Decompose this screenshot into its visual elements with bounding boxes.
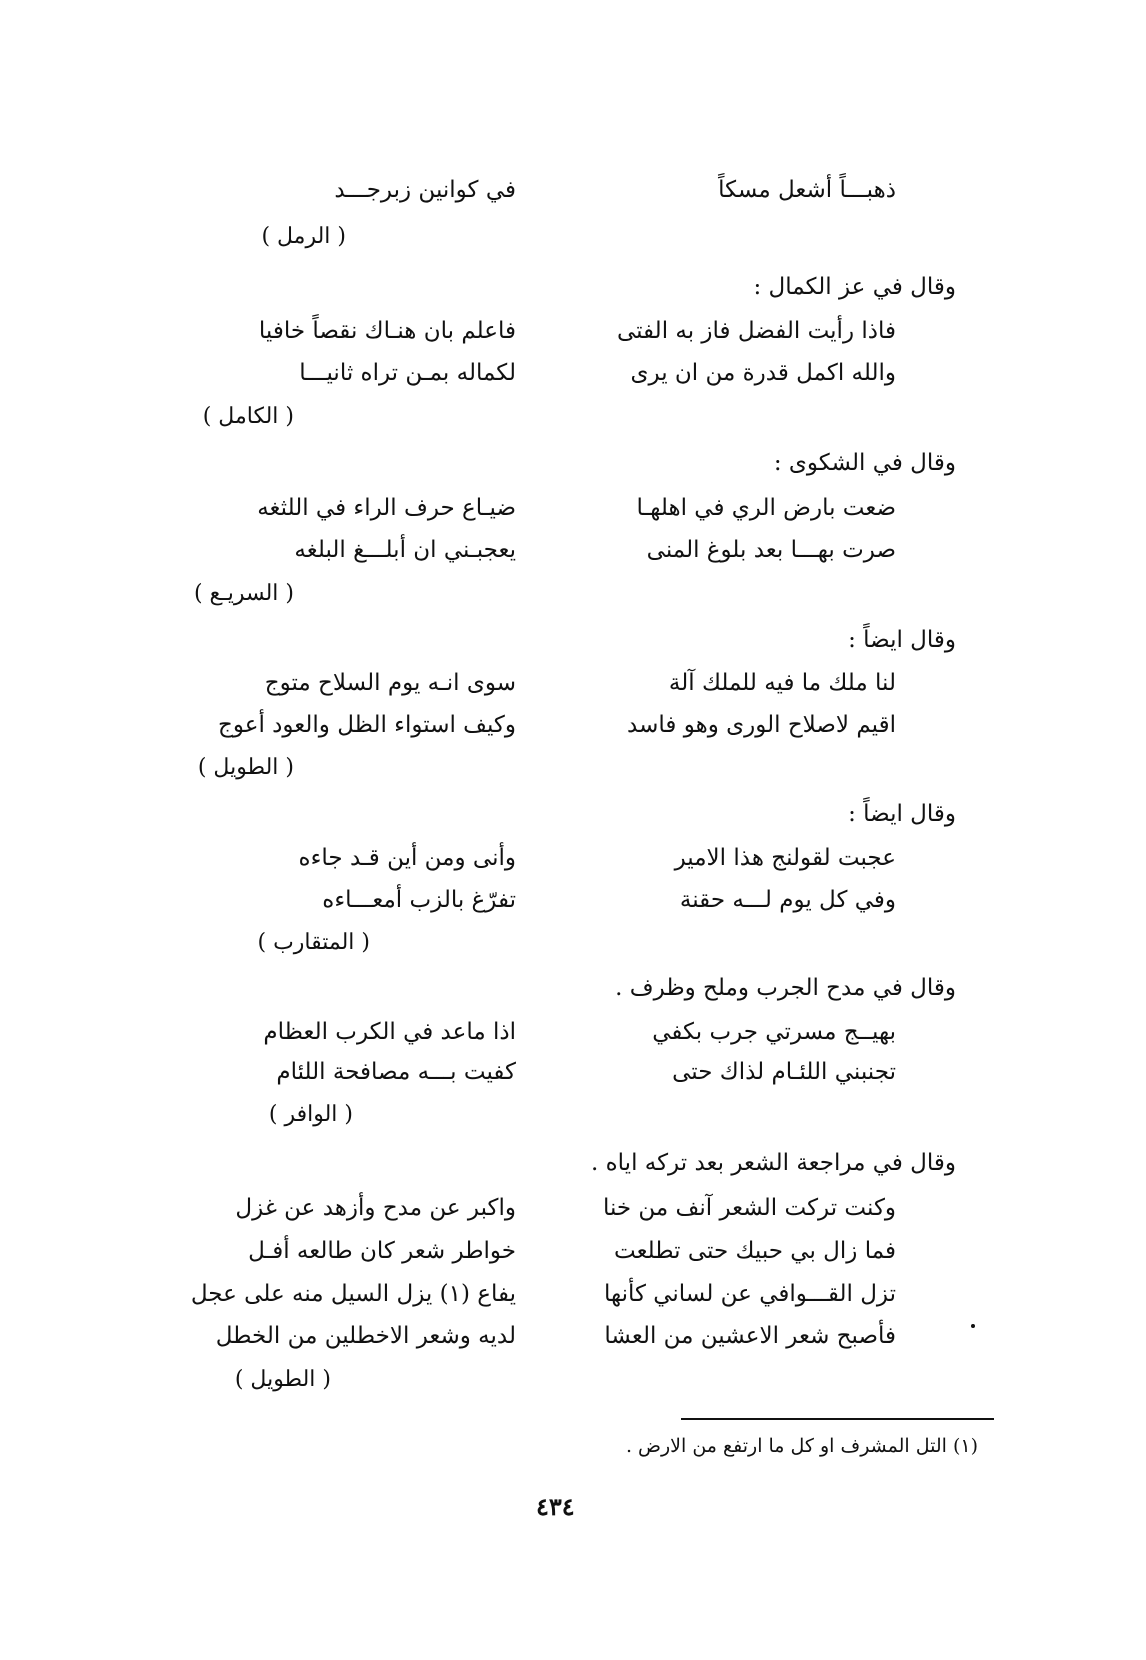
verse-left-half: خواطر شعر كان طالعه أفـل (248, 1238, 516, 1264)
stray-dot-mark (971, 1324, 975, 1328)
verse-left-half: كفيت بـــه مصافحة اللئام (276, 1059, 516, 1085)
verse-left-half: لكماله بمـن تراه ثانيـــا (299, 360, 516, 386)
page-number: ٤٣٤ (536, 1492, 575, 1521)
verse-left-half: يفاع (١) يزل السيل منه على عجل (190, 1281, 516, 1307)
meter-label: ( السريـع ) (193, 581, 294, 606)
verse-right-half: لنا ملك ما فيه للملك آلة (668, 670, 896, 696)
meter-label: ( الوافر ) (268, 1102, 353, 1127)
footnote: (١) التل المشرف او كل ما ارتفع من الارض . (625, 1435, 978, 1457)
verse-right-half: وكنت تركت الشعر آنف من خنا (602, 1195, 896, 1221)
verse-left-half: وكيف استواء الظل والعود أعوج (218, 712, 516, 738)
section-heading: وقال ايضاً : (848, 801, 956, 827)
section-heading: وقال في مراجعة الشعر بعد تركه اياه . (590, 1150, 956, 1176)
verse-right-half: تجنبني اللئـام لذاك حتى (672, 1059, 896, 1085)
verse-right-half: ضعت بارض الري في اهلهـا (636, 495, 896, 521)
verse-left-half: اذا ماعد في الكرب العظام (263, 1019, 516, 1045)
verse-left-half: تفرّغ بالزب أمعـــاءه (322, 887, 516, 913)
footnote-divider (681, 1418, 994, 1420)
verse-right-half: تزل القـــوافي عن لساني كأنها (603, 1281, 896, 1307)
section-heading: وقال في مدح الجرب وملح وظرف . (615, 975, 956, 1001)
meter-label: ( الكامل ) (202, 404, 294, 429)
meter-label: ( الطويل ) (234, 1367, 331, 1392)
section-heading: وقال ايضاً : (848, 627, 956, 653)
verse-left-half: يعجبـني ان أبلـــغ البلغه (294, 537, 516, 563)
verse-left-half: لديه وشعر الاخطلين من الخطل (215, 1323, 516, 1349)
verse-right-half: فأصبح شعر الاعشين من العشا (604, 1323, 896, 1349)
verse-left-half: واكبر عن مدح وأزهد عن غزل (235, 1195, 516, 1221)
verse-right-half: عجبت لقولنج هذا الامير (674, 845, 896, 871)
verse-right-half: والله اكمل قدرة من ان يرى (630, 360, 896, 386)
verse-right-half: صرت بهـــا بعد بلوغ المنى (646, 537, 896, 563)
meter-label: ( المتقارب ) (257, 930, 370, 955)
verse-left-half: سوى انـه يوم السلاح متوج (264, 670, 516, 696)
verse-right-half: وفي كل يوم لـــه حقنة (679, 887, 896, 913)
verse-right-half: فاذا رأيت الفضل فاز به الفتى (616, 318, 896, 344)
verse-left-half: وأنى ومن أين قـد جاءه (298, 845, 516, 871)
section-heading: وقال في عز الكمال : (753, 274, 956, 300)
meter-label: ( الطويل ) (197, 755, 294, 780)
section-heading: وقال في الشكوى : (773, 450, 956, 476)
verse-right-half: فما زال بي حبيك حتى تطلعت (613, 1238, 896, 1264)
verse-right-half: اقيم لاصلاح الورى وهو فاسد (627, 712, 896, 738)
verse-left-half: فاعلم بان هنـاك نقصاً خافيا (258, 318, 516, 344)
meter-label: ( الرمل ) (261, 224, 346, 249)
verse-left-half: في كوانين زبرجـــد (334, 177, 516, 203)
verse-right-half: ذهبـــاً أشعل مسكاً (718, 177, 896, 203)
verse-left-half: ضيـاع حرف الراء في اللثغه (257, 495, 516, 521)
verse-right-half: بهيــج مسرتي جرب بكفي (652, 1019, 896, 1045)
